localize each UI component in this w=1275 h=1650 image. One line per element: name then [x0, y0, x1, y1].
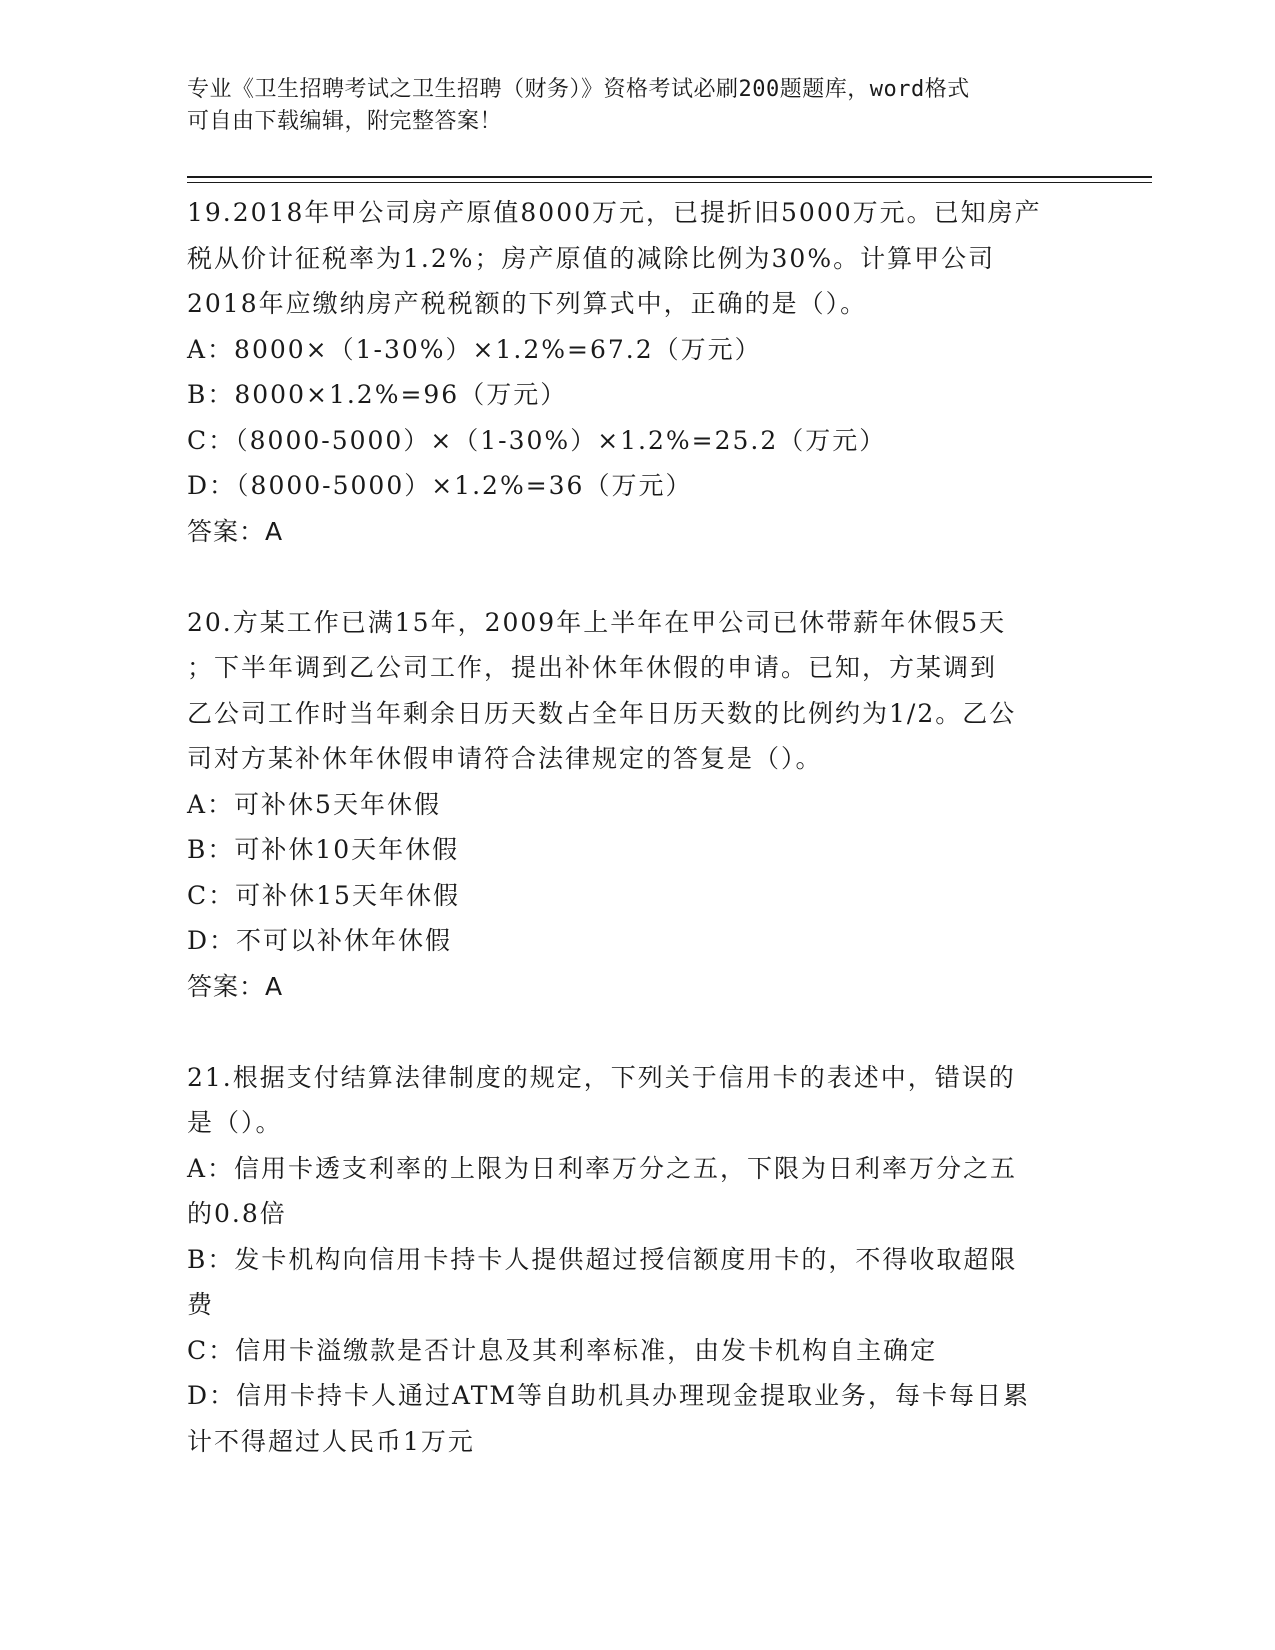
- option-b: B：8000×1.2%=96（万元）: [187, 380, 568, 409]
- option-d: D：（8000-5000）×1.2%=36（万元）: [187, 471, 693, 500]
- option-a: A：8000×（1-30%）×1.2%=67.2（万元）: [187, 334, 762, 364]
- option-a: A：信用卡透支利率的上限为日利率万分之五，下限为日利率万分之五: [187, 1153, 1018, 1183]
- header-rule-thick: [187, 176, 1152, 178]
- option-c: C：可补休15天年休假: [187, 880, 460, 910]
- option-c: C：（8000-5000）×（1-30%）×1.2%=25.2（万元）: [187, 425, 887, 455]
- document-header: [187, 74, 1067, 138]
- question-list: [187, 190, 1087, 1464]
- answer-label: 答案：A: [187, 516, 284, 546]
- question-20: [187, 600, 1087, 1010]
- option-a: A：可补休5天年休假: [187, 789, 441, 819]
- header-line: 可自由下载编辑，附完整答案！: [187, 109, 503, 134]
- question-stem-line: 乙公司工作时当年剩余日历天数占全年日历天数的比例约为1/2。乙公: [187, 698, 1017, 728]
- question-21: [187, 1055, 1087, 1465]
- question-stem-line: 是（）。: [187, 1108, 283, 1137]
- option-b: B：发卡机构向信用卡持卡人提供超过授信额度用卡的，不得收取超限: [187, 1244, 1018, 1274]
- header-rule-thin: [187, 182, 1152, 183]
- question-spacer: [187, 554, 1087, 600]
- option-d-continued: 计不得超过人民币1万元: [187, 1426, 475, 1456]
- option-b: B：可补休10天年休假: [187, 835, 460, 864]
- question-stem-line: 2018年应缴纳房产税税额的下列算式中，正确的是（）。: [187, 289, 868, 318]
- question-stem-line: 19.2018年甲公司房产原值8000万元，已提折旧5000万元。已知房产: [187, 198, 1042, 227]
- option-d: D：信用卡持卡人通过ATM等自助机具办理现金提取业务，每卡每日累: [187, 1381, 1031, 1410]
- question-stem-line: 21.根据支付结算法律制度的规定，下列关于信用卡的表述中，错误的: [187, 1062, 1016, 1092]
- question-stem-line: ；下半年调到乙公司工作，提出补休年休假的申请。已知，方某调到: [187, 653, 998, 682]
- question-stem-line: 20.方某工作已满15年，2009年上半年在甲公司已休带薪年休假5天: [187, 607, 1007, 637]
- option-c: C：信用卡溢缴款是否计息及其利率标准，由发卡机构自主确定: [187, 1335, 938, 1365]
- option-a-continued: 的0.8倍: [187, 1199, 287, 1228]
- question-spacer: [187, 1009, 1087, 1055]
- option-d: D：不可以补休年休假: [187, 926, 453, 955]
- header-line: 专业《卫生招聘考试之卫生招聘（财务）》资格考试必刷200题题库，word格式: [187, 77, 970, 102]
- option-b-continued: 费: [187, 1290, 215, 1319]
- question-stem-line: 司对方某补休年休假申请符合法律规定的答复是（）。: [187, 744, 823, 773]
- question-19: [187, 190, 1087, 554]
- question-stem-line: 税从价计征税率为1.2%；房产原值的减除比例为30%。计算甲公司: [187, 243, 996, 273]
- answer-label: 答案：A: [187, 971, 284, 1001]
